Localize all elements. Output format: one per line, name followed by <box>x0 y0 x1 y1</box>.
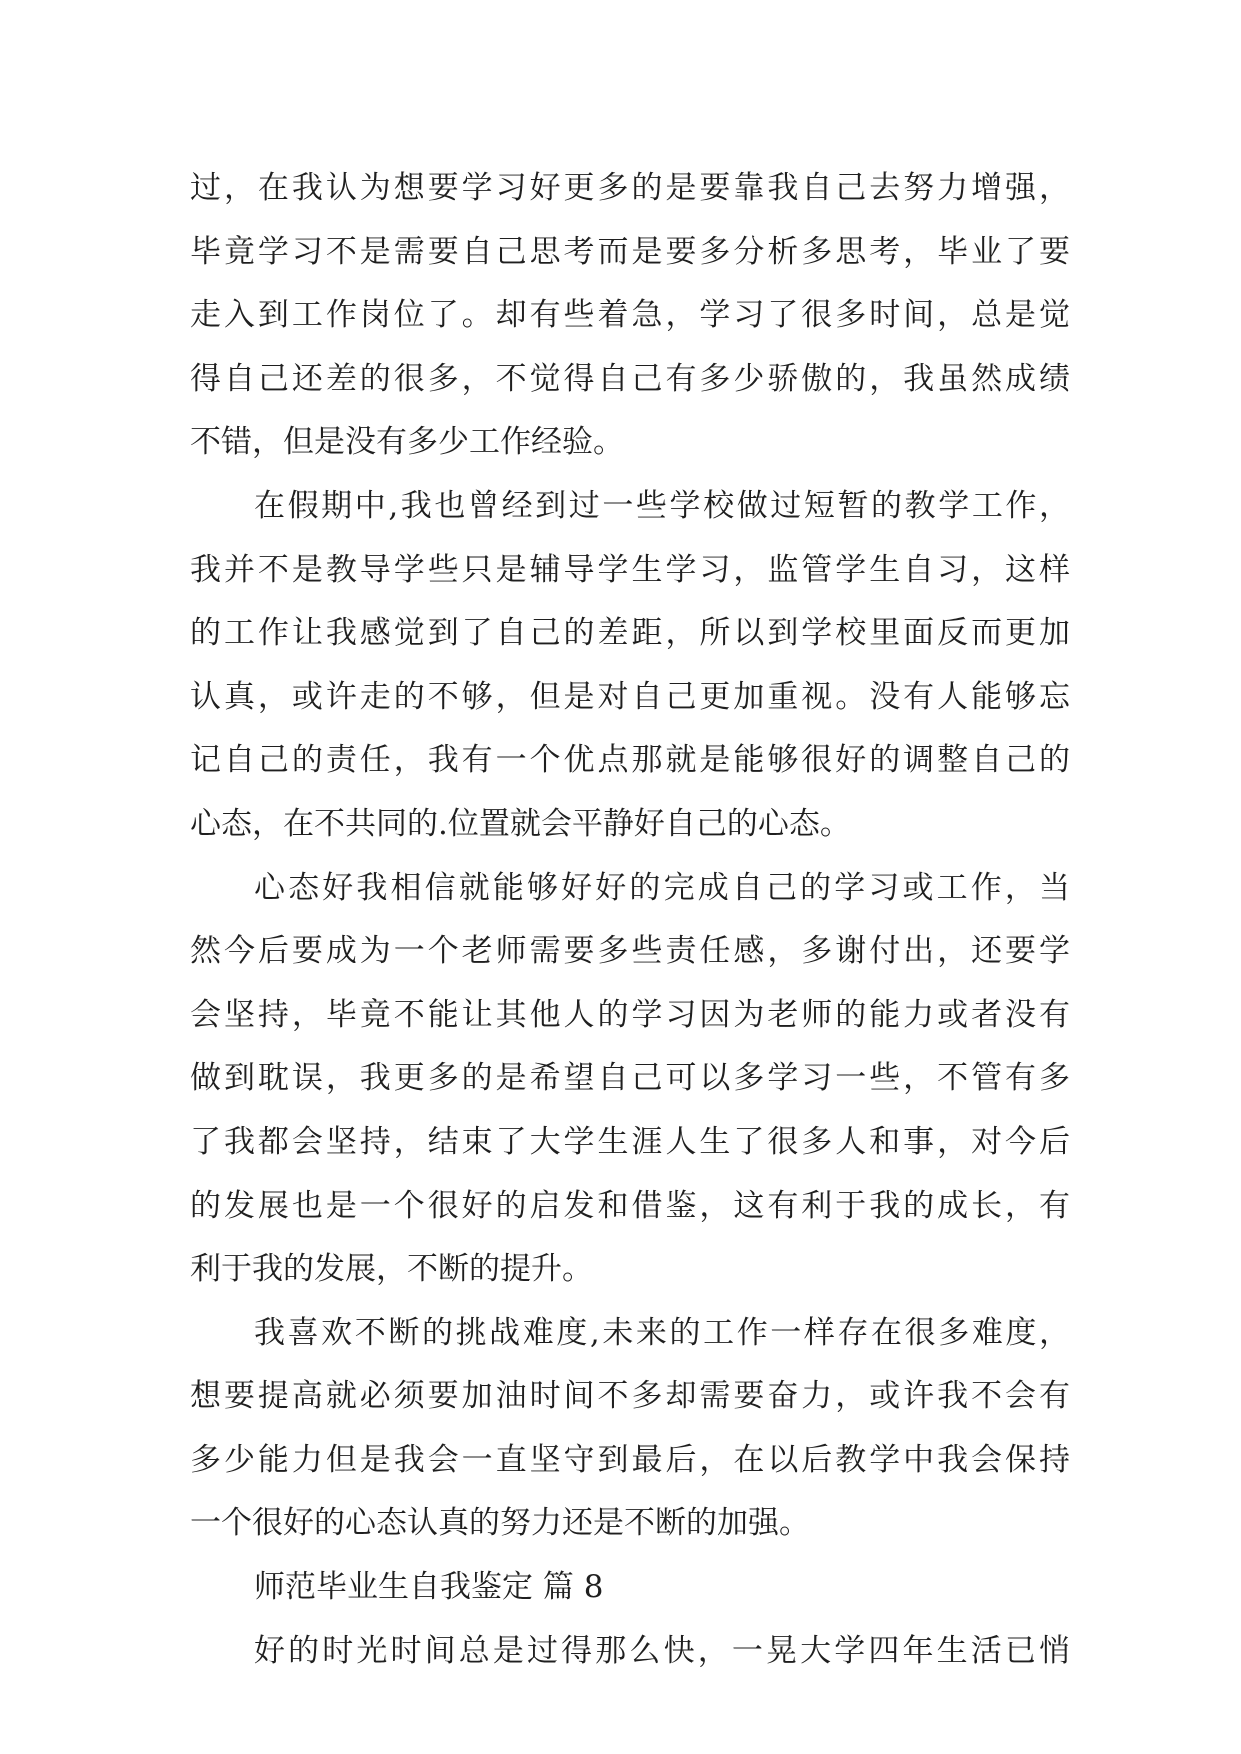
text-line: 心态，在不共同的.位置就会平静好自己的心态。 <box>190 805 851 842</box>
text-line: 得自己还差的很多，不觉得自己有多少骄傲的，我虽然成绩 <box>190 360 1070 397</box>
text-line: 多少能力但是我会一直坚守到最后，在以后教学中我会保持 <box>190 1441 1070 1478</box>
text-line: 利于我的发展，不断的提升。 <box>190 1251 593 1288</box>
text-line: 不错，但是没有多少工作经验。 <box>190 424 624 461</box>
text-line: 了我都会坚持，结束了大学生涯人生了很多人和事，对今后 <box>190 1123 1070 1160</box>
text-line: 一个很好的心态认真的努力还是不断的加强。 <box>190 1505 810 1542</box>
section-heading: 师范毕业生自我鉴定 篇 8 <box>254 1569 604 1606</box>
text-line: 记自己的责任，我有一个优点那就是能够很好的调整自己的 <box>190 742 1070 779</box>
text-line: 的发展也是一个很好的启发和借鉴，这有利于我的成长，有 <box>190 1187 1070 1224</box>
text-line: 在假期中,我也曾经到过一些学校做过短暂的教学工作， <box>254 487 1070 524</box>
text-line: 我并不是教导学些只是辅导学生学习，监管学生自习，这样 <box>190 551 1070 588</box>
text-line: 毕竟学习不是需要自己思考而是要多分析多思考，毕业了要 <box>190 233 1070 270</box>
text-line: 想要提高就必须要加油时间不多却需要奋力，或许我不会有 <box>190 1378 1070 1415</box>
text-line: 我喜欢不断的挑战难度,未来的工作一样存在很多难度， <box>254 1314 1070 1351</box>
text-line: 好的时光时间总是过得那么快，一晃大学四年生活已悄 <box>254 1632 1070 1669</box>
text-line: 的工作让我感觉到了自己的差距，所以到学校里面反而更加 <box>190 615 1070 652</box>
text-line: 做到耽误，我更多的是希望自己可以多学习一些，不管有多 <box>190 1060 1070 1097</box>
text-line: 过，在我认为想要学习好更多的是要靠我自己去努力增强， <box>190 170 1070 206</box>
text-line: 然今后要成为一个老师需要多些责任感，多谢付出，还要学 <box>190 933 1070 970</box>
text-line: 会坚持，毕竟不能让其他人的学习因为老师的能力或者没有 <box>190 996 1070 1033</box>
text-line: 心态好我相信就能够好好的完成自己的学习或工作，当 <box>254 869 1070 906</box>
text-line: 走入到工作岗位了。却有些着急，学习了很多时间，总是觉 <box>190 297 1070 334</box>
document-body <box>190 157 1070 1683</box>
text-line: 认真，或许走的不够，但是对自己更加重视。没有人能够忘 <box>190 678 1070 715</box>
